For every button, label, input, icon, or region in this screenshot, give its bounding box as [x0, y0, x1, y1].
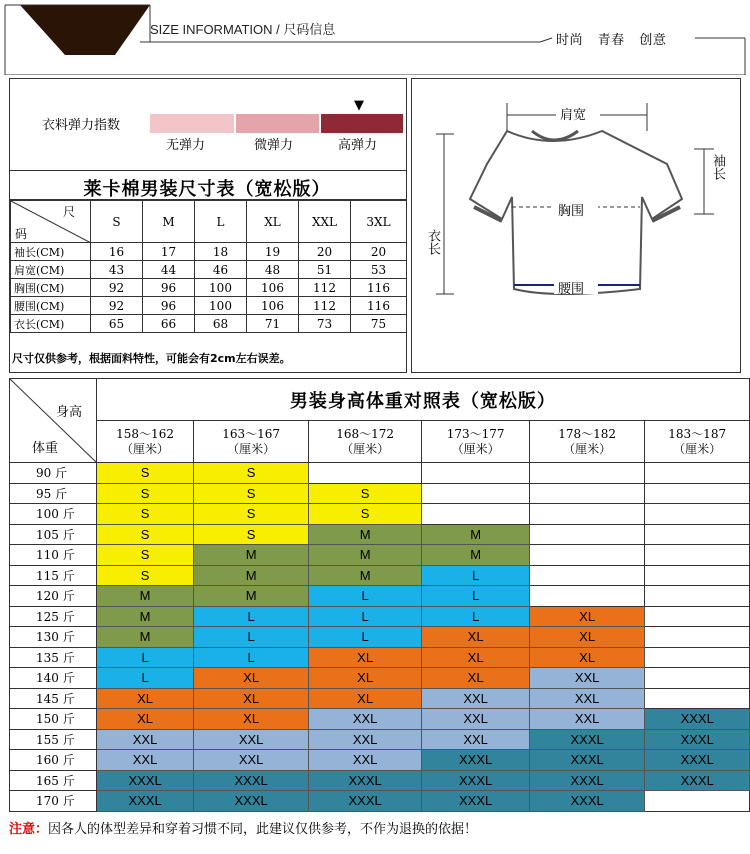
size-col-header: S [91, 201, 143, 243]
size-cell: 66 [143, 315, 195, 333]
hw-size-cell: XXXL [422, 770, 530, 791]
hw-size-cell: XXXL [529, 750, 644, 771]
hw-weight-label: 125 斤 [10, 606, 97, 627]
elasticity-bar-mid [236, 114, 319, 133]
footer-text: 因各人的体型差异和穿着习惯不同，此建议仅供参考，不作为退换的依据！ [48, 822, 478, 837]
tag-youth: 青春 [597, 33, 625, 48]
hw-size-cell: XXXL [645, 709, 750, 730]
size-row-label: 腰围(CM) [11, 297, 91, 315]
hw-height-unit: （厘米） [451, 441, 500, 456]
hw-row [10, 504, 750, 525]
size-cell: 73 [299, 315, 351, 333]
hw-size-cell: XL [194, 709, 309, 730]
hw-empty-cell [529, 483, 644, 504]
hw-size-cell: L [308, 586, 422, 607]
tshirt-shoulder-label: 肩宽 [560, 108, 587, 123]
tshirt-length-label: 衣长 [425, 229, 440, 255]
elasticity-level-mid: 微弹力 [254, 138, 294, 153]
size-table-note: 尺寸仅供参考，根据面料特性，可能会有2cm左右误差。 [12, 352, 291, 365]
hw-weight-label: 110 斤 [10, 545, 97, 566]
hw-height-unit: （厘米） [341, 441, 390, 456]
hw-size-cell: XXXL [529, 729, 644, 750]
size-cell: 43 [91, 261, 143, 279]
size-cell: 68 [195, 315, 247, 333]
hw-size-cell: S [194, 463, 309, 484]
hw-weight-label: 170 斤 [10, 791, 97, 812]
hw-row [10, 463, 750, 484]
hw-empty-cell [645, 668, 750, 689]
hw-size-cell: M [96, 606, 194, 627]
hw-size-cell: L [194, 606, 309, 627]
logo-shape [20, 5, 150, 55]
hw-empty-cell [645, 565, 750, 586]
size-cell: 48 [247, 261, 299, 279]
hw-weight-label: 120 斤 [10, 586, 97, 607]
hw-empty-cell [529, 524, 644, 545]
hw-empty-cell [645, 504, 750, 525]
elasticity-level-none: 无弹力 [166, 138, 206, 153]
size-cell: 75 [351, 315, 407, 333]
hw-title: 男装身高体重对照表（宽松版） [289, 390, 556, 412]
hw-empty-cell [645, 606, 750, 627]
tshirt-waist-label: 腰围 [558, 282, 585, 297]
hw-size-cell: XXL [96, 750, 194, 771]
tag-fashion: 时尚 [556, 33, 584, 48]
size-col-header: M [143, 201, 195, 243]
footer-note [9, 818, 477, 837]
hw-empty-cell [529, 545, 644, 566]
hw-row [10, 606, 750, 627]
hw-size-cell: L [422, 606, 530, 627]
size-row-label: 肩宽(CM) [11, 261, 91, 279]
hw-size-cell: XXXL [194, 791, 309, 812]
hw-size-cell: XL [194, 688, 309, 709]
size-cell: 19 [247, 243, 299, 261]
hw-weight-label: 160 斤 [10, 750, 97, 771]
hw-corner [10, 379, 97, 463]
size-header-row [11, 201, 407, 243]
size-cell: 92 [91, 297, 143, 315]
size-cell: 71 [247, 315, 299, 333]
hw-row [10, 586, 750, 607]
hw-size-cell: XL [422, 647, 530, 668]
hw-size-cell: XL [308, 688, 422, 709]
hw-weight-label: 130 斤 [10, 627, 97, 648]
hw-size-cell: XXL [308, 709, 422, 730]
header-title: SIZE INFORMATION / 尺码信息 [150, 22, 336, 37]
hw-row [10, 750, 750, 771]
hw-weight-label: 90 斤 [10, 463, 97, 484]
hw-empty-cell [645, 647, 750, 668]
hw-size-cell: XL [529, 606, 644, 627]
hw-title-cell [96, 379, 749, 421]
elasticity-divider [9, 170, 407, 171]
hw-weight-label: 165 斤 [10, 770, 97, 791]
hw-weight-label: 155 斤 [10, 729, 97, 750]
hw-height-unit: （厘米） [673, 441, 722, 456]
size-row [11, 279, 407, 297]
hw-size-cell: XXXL [96, 770, 194, 791]
hw-size-cell: L [308, 627, 422, 648]
hw-size-cell: S [194, 504, 309, 525]
hw-height-unit: （厘米） [227, 441, 276, 456]
hw-row [10, 565, 750, 586]
hw-size-cell: XXL [194, 729, 309, 750]
hw-size-cell: L [422, 586, 530, 607]
hw-height-header [645, 421, 750, 463]
hw-size-cell: XL [96, 709, 194, 730]
size-cell: 112 [299, 279, 351, 297]
hw-empty-cell [645, 688, 750, 709]
hw-empty-cell [422, 483, 530, 504]
hw-size-cell: S [308, 483, 422, 504]
hw-weight-label: 150 斤 [10, 709, 97, 730]
size-row-label: 袖长(CM) [11, 243, 91, 261]
hw-size-cell: XL [529, 627, 644, 648]
tshirt-chest-label: 胸围 [558, 204, 585, 219]
size-row [11, 297, 407, 315]
size-cell: 106 [247, 297, 299, 315]
hw-height-unit: （厘米） [121, 441, 170, 456]
hw-size-cell: XL [422, 668, 530, 689]
size-cell: 100 [195, 279, 247, 297]
size-cell: 92 [91, 279, 143, 297]
hw-size-cell: M [308, 545, 422, 566]
hw-size-cell: S [96, 504, 194, 525]
hw-size-cell: M [422, 545, 530, 566]
hw-empty-cell [529, 463, 644, 484]
hw-empty-cell [645, 483, 750, 504]
hw-height-unit: （厘米） [563, 441, 612, 456]
hw-size-cell: XXXL [308, 791, 422, 812]
hw-corner-weight: 体重 [32, 441, 59, 456]
hw-size-cell: S [96, 545, 194, 566]
height-weight-table [9, 378, 750, 812]
hw-size-cell: S [96, 463, 194, 484]
hw-size-cell: L [422, 565, 530, 586]
corner-bottom-label: 码 [15, 227, 28, 241]
hw-empty-cell [529, 586, 644, 607]
hw-row [10, 483, 750, 504]
hw-size-cell: XXXL [308, 770, 422, 791]
hw-empty-cell [529, 504, 644, 525]
hw-size-cell: S [194, 524, 309, 545]
hw-size-cell: XL [308, 647, 422, 668]
hw-size-cell: XXXL [422, 791, 530, 812]
size-cell: 106 [247, 279, 299, 297]
elasticity-label: 衣料弹力指数 [42, 118, 121, 133]
size-cell: 44 [143, 261, 195, 279]
size-col-header: L [195, 201, 247, 243]
hw-height-row [10, 421, 750, 463]
hw-weight-label: 100 斤 [10, 504, 97, 525]
hw-size-cell: XL [422, 627, 530, 648]
hw-size-cell: M [96, 586, 194, 607]
tshirt-diagram [411, 78, 741, 373]
size-cell: 46 [195, 261, 247, 279]
hw-size-cell: M [422, 524, 530, 545]
hw-size-cell: XXL [422, 709, 530, 730]
hw-empty-cell [645, 545, 750, 566]
hw-size-cell: XXL [529, 668, 644, 689]
size-cell: 20 [351, 243, 407, 261]
hw-size-cell: M [194, 586, 309, 607]
hw-height-range: 168～172 [336, 426, 395, 441]
hw-size-cell: L [96, 668, 194, 689]
hw-weight-label: 115 斤 [10, 565, 97, 586]
hw-size-cell: L [96, 647, 194, 668]
hw-size-cell: XL [96, 688, 194, 709]
hw-size-cell: S [194, 483, 309, 504]
hw-size-cell: XXXL [529, 791, 644, 812]
hw-size-cell: XXXL [645, 729, 750, 750]
hw-height-range: 178～182 [558, 426, 617, 441]
elasticity-bar-high [321, 114, 403, 133]
elasticity-marker-icon: ▼ [354, 98, 364, 113]
hw-size-cell: XXL [422, 688, 530, 709]
hw-size-cell: S [96, 565, 194, 586]
hw-size-cell: L [308, 606, 422, 627]
hw-size-cell: M [308, 524, 422, 545]
hw-size-cell: XL [308, 668, 422, 689]
hw-size-cell: S [96, 483, 194, 504]
size-cell: 51 [299, 261, 351, 279]
hw-row [10, 709, 750, 730]
size-cell: 96 [143, 297, 195, 315]
hw-row [10, 524, 750, 545]
hw-empty-cell [645, 463, 750, 484]
size-cell: 17 [143, 243, 195, 261]
hw-height-range: 163～167 [222, 426, 281, 441]
hw-height-header [529, 421, 644, 463]
hw-size-cell: XXL [308, 729, 422, 750]
hw-size-cell: XXL [529, 688, 644, 709]
size-col-header: XL [247, 201, 299, 243]
hw-size-cell: XXL [529, 709, 644, 730]
hw-size-cell: S [308, 504, 422, 525]
hw-empty-cell [422, 463, 530, 484]
hw-row [10, 791, 750, 812]
hw-height-header [422, 421, 530, 463]
size-cell: 18 [195, 243, 247, 261]
hw-size-cell: XXXL [96, 791, 194, 812]
hw-size-cell: XXXL [529, 770, 644, 791]
hw-size-cell: XXL [96, 729, 194, 750]
size-row-label: 衣长(CM) [11, 315, 91, 333]
size-cell: 100 [195, 297, 247, 315]
hw-size-cell: M [96, 627, 194, 648]
size-row [11, 261, 407, 279]
tshirt-sleeve-label: 袖长 [710, 154, 725, 180]
hw-size-cell: XXXL [645, 770, 750, 791]
size-cell: 116 [351, 279, 407, 297]
hw-size-cell: XXXL [645, 750, 750, 771]
hw-row [10, 627, 750, 648]
size-cell: 116 [351, 297, 407, 315]
size-row [11, 243, 407, 261]
hw-height-header [194, 421, 309, 463]
hw-corner-height: 身高 [56, 405, 83, 420]
tag-creative: 创意 [639, 33, 667, 48]
hw-size-cell: L [194, 647, 309, 668]
hw-size-cell: XXXL [422, 750, 530, 771]
hw-empty-cell [645, 627, 750, 648]
hw-size-cell: XL [194, 668, 309, 689]
size-cell: 16 [91, 243, 143, 261]
hw-empty-cell [529, 565, 644, 586]
corner-top-label: 尺 [63, 205, 76, 219]
hw-empty-cell [308, 463, 422, 484]
size-cell: 53 [351, 261, 407, 279]
hw-size-cell: XXL [308, 750, 422, 771]
size-table [10, 200, 407, 333]
hw-empty-cell [645, 791, 750, 812]
hw-title-row [10, 379, 750, 421]
size-cell: 20 [299, 243, 351, 261]
header-tags [556, 29, 676, 48]
hw-size-cell: M [308, 565, 422, 586]
hw-height-range: 158～162 [116, 426, 174, 441]
hw-height-header [308, 421, 422, 463]
hw-weight-label: 140 斤 [10, 668, 97, 689]
hw-size-cell: M [194, 565, 309, 586]
hw-weight-label: 95 斤 [10, 483, 97, 504]
hw-weight-label: 105 斤 [10, 524, 97, 545]
hw-weight-label: 135 斤 [10, 647, 97, 668]
hw-size-cell: XXXL [194, 770, 309, 791]
hw-row [10, 688, 750, 709]
size-col-header: 3XL [351, 201, 407, 243]
hw-size-cell: XL [529, 647, 644, 668]
size-cell: 96 [143, 279, 195, 297]
hw-empty-cell [645, 524, 750, 545]
hw-size-cell: XXL [422, 729, 530, 750]
size-row-label: 胸围(CM) [11, 279, 91, 297]
size-corner [11, 201, 91, 243]
hw-height-header [96, 421, 194, 463]
hw-row [10, 545, 750, 566]
hw-height-range: 183～187 [668, 426, 727, 441]
size-cell: 65 [91, 315, 143, 333]
hw-empty-cell [422, 504, 530, 525]
hw-empty-cell [645, 586, 750, 607]
hw-row [10, 729, 750, 750]
hw-weight-label: 145 斤 [10, 688, 97, 709]
elasticity-bar-none [150, 114, 234, 133]
hw-row [10, 647, 750, 668]
size-table-title: 莱卡棉男装尺寸表（宽松版） [83, 179, 331, 200]
size-col-header: XXL [299, 201, 351, 243]
hw-row [10, 668, 750, 689]
footer-warning: 注意： [9, 822, 49, 837]
hw-row [10, 770, 750, 791]
hw-size-cell: S [96, 524, 194, 545]
hw-size-cell: L [194, 627, 309, 648]
hw-size-cell: XXL [194, 750, 309, 771]
hw-height-range: 173～177 [446, 426, 505, 441]
size-cell: 112 [299, 297, 351, 315]
hw-size-cell: M [194, 545, 309, 566]
size-row [11, 315, 407, 333]
elasticity-level-high: 高弹力 [338, 138, 378, 153]
